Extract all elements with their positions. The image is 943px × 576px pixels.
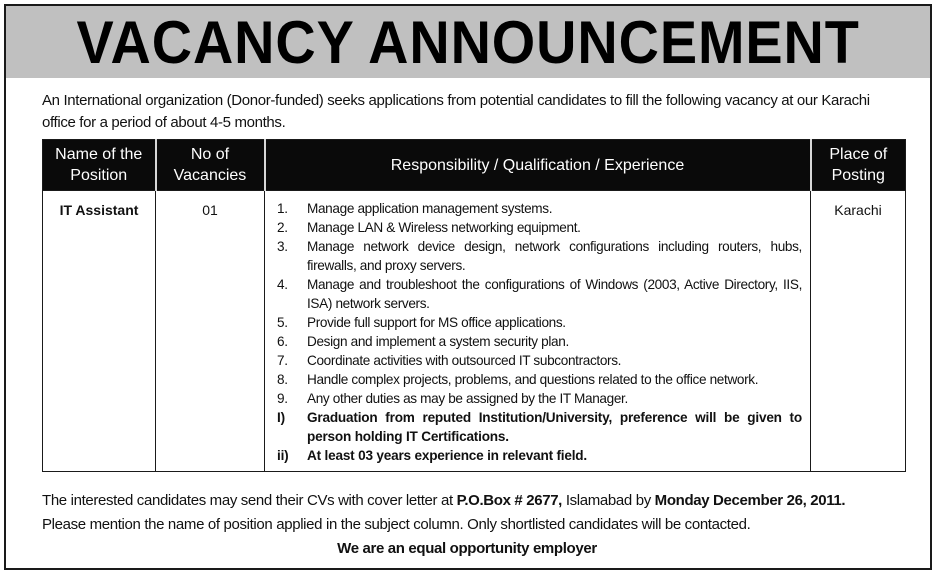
responsibility-cell: [265, 191, 811, 472]
list-item-text: Manage LAN & Wireless networking equipment.: [307, 220, 581, 235]
list-item-text: Coordinate activities with outsourced IT subcontractors.: [307, 353, 622, 368]
list-marker: 3.: [277, 239, 288, 254]
list-marker: 6.: [277, 334, 288, 349]
application-instructions: [42, 489, 912, 561]
header-responsibility: Responsibility / Qualification / Experience: [265, 140, 811, 191]
page-title: VACANCY ANNOUNCEMENT: [76, 9, 860, 76]
announcement-frame: [4, 4, 932, 570]
list-marker: 5.: [277, 315, 288, 330]
duties-list: [277, 199, 802, 465]
vacancies-count-cell: 01: [156, 191, 265, 472]
list-item-text: At least 03 years experience in relevant field.: [307, 448, 587, 463]
list-item: [277, 199, 802, 218]
title-banner: [6, 6, 930, 78]
table-row: [43, 191, 906, 472]
list-item-text: Handle complex projects, problems, and questions related to the office network.: [307, 372, 759, 387]
list-item: [277, 370, 802, 389]
vacancy-table: [42, 139, 906, 472]
list-item: [277, 389, 802, 408]
position-name-cell: IT Assistant: [43, 191, 156, 472]
list-item-text: Any other duties as may be assigned by the IT Manager.: [307, 391, 628, 406]
list-item: [277, 351, 802, 370]
list-marker: I): [277, 410, 285, 425]
footer-text: The interested candidates may send their CVs with cover letter at: [42, 492, 457, 509]
list-marker: 8.: [277, 372, 288, 387]
list-item: [277, 218, 802, 237]
qualification-item: [277, 408, 802, 446]
equal-opportunity-statement: We are an equal opportunity employer: [337, 540, 597, 557]
list-item: [277, 237, 802, 275]
deadline-date: Monday December 26, 2011.: [654, 492, 846, 509]
list-item: [277, 313, 802, 332]
list-marker: 7.: [277, 353, 288, 368]
place-of-posting-cell: Karachi: [811, 191, 906, 472]
list-item-text: Design and implement a system security plan.: [307, 334, 569, 349]
experience-item: [277, 446, 802, 465]
list-marker: ii): [277, 448, 289, 463]
list-marker: 9.: [277, 391, 288, 406]
list-item-text: Provide full support for MS office applications.: [307, 315, 566, 330]
list-item: [277, 332, 802, 351]
header-vacancies: No of Vacancies: [156, 140, 265, 191]
list-marker: 2.: [277, 220, 288, 235]
list-item-text: Manage network device design, network configurations including routers, hubs, firewalls, and proxy servers.: [307, 239, 802, 273]
footer-text: Islamabad by: [562, 492, 655, 509]
footer-line-1: [42, 489, 912, 513]
list-item-text: Manage application management systems.: [307, 201, 553, 216]
header-place: Place of Posting: [811, 140, 906, 191]
list-marker: 1.: [277, 201, 288, 216]
intro-paragraph: An International organization (Donor-funded) seeks applications from potential candidates to fill the following vacancy at our Karachi office for a period of about 4-5 months.: [42, 92, 870, 131]
list-item: [277, 275, 802, 313]
list-item-text: Graduation from reputed Institution/University, preference will be given to person holding IT Certifications.: [307, 410, 802, 444]
list-marker: 4.: [277, 277, 288, 292]
list-item-text: Manage and troubleshoot the configurations of Windows (2003, Active Directory, IIS, ISA) network servers.: [307, 277, 802, 311]
header-position: Name of the Position: [43, 140, 156, 191]
table-header-row: [43, 140, 906, 191]
po-box: P.O.Box # 2677,: [456, 492, 563, 509]
footer-line-2: Please mention the name of position applied in the subject column. Only shortlisted candidates will be contacted.: [42, 516, 751, 533]
